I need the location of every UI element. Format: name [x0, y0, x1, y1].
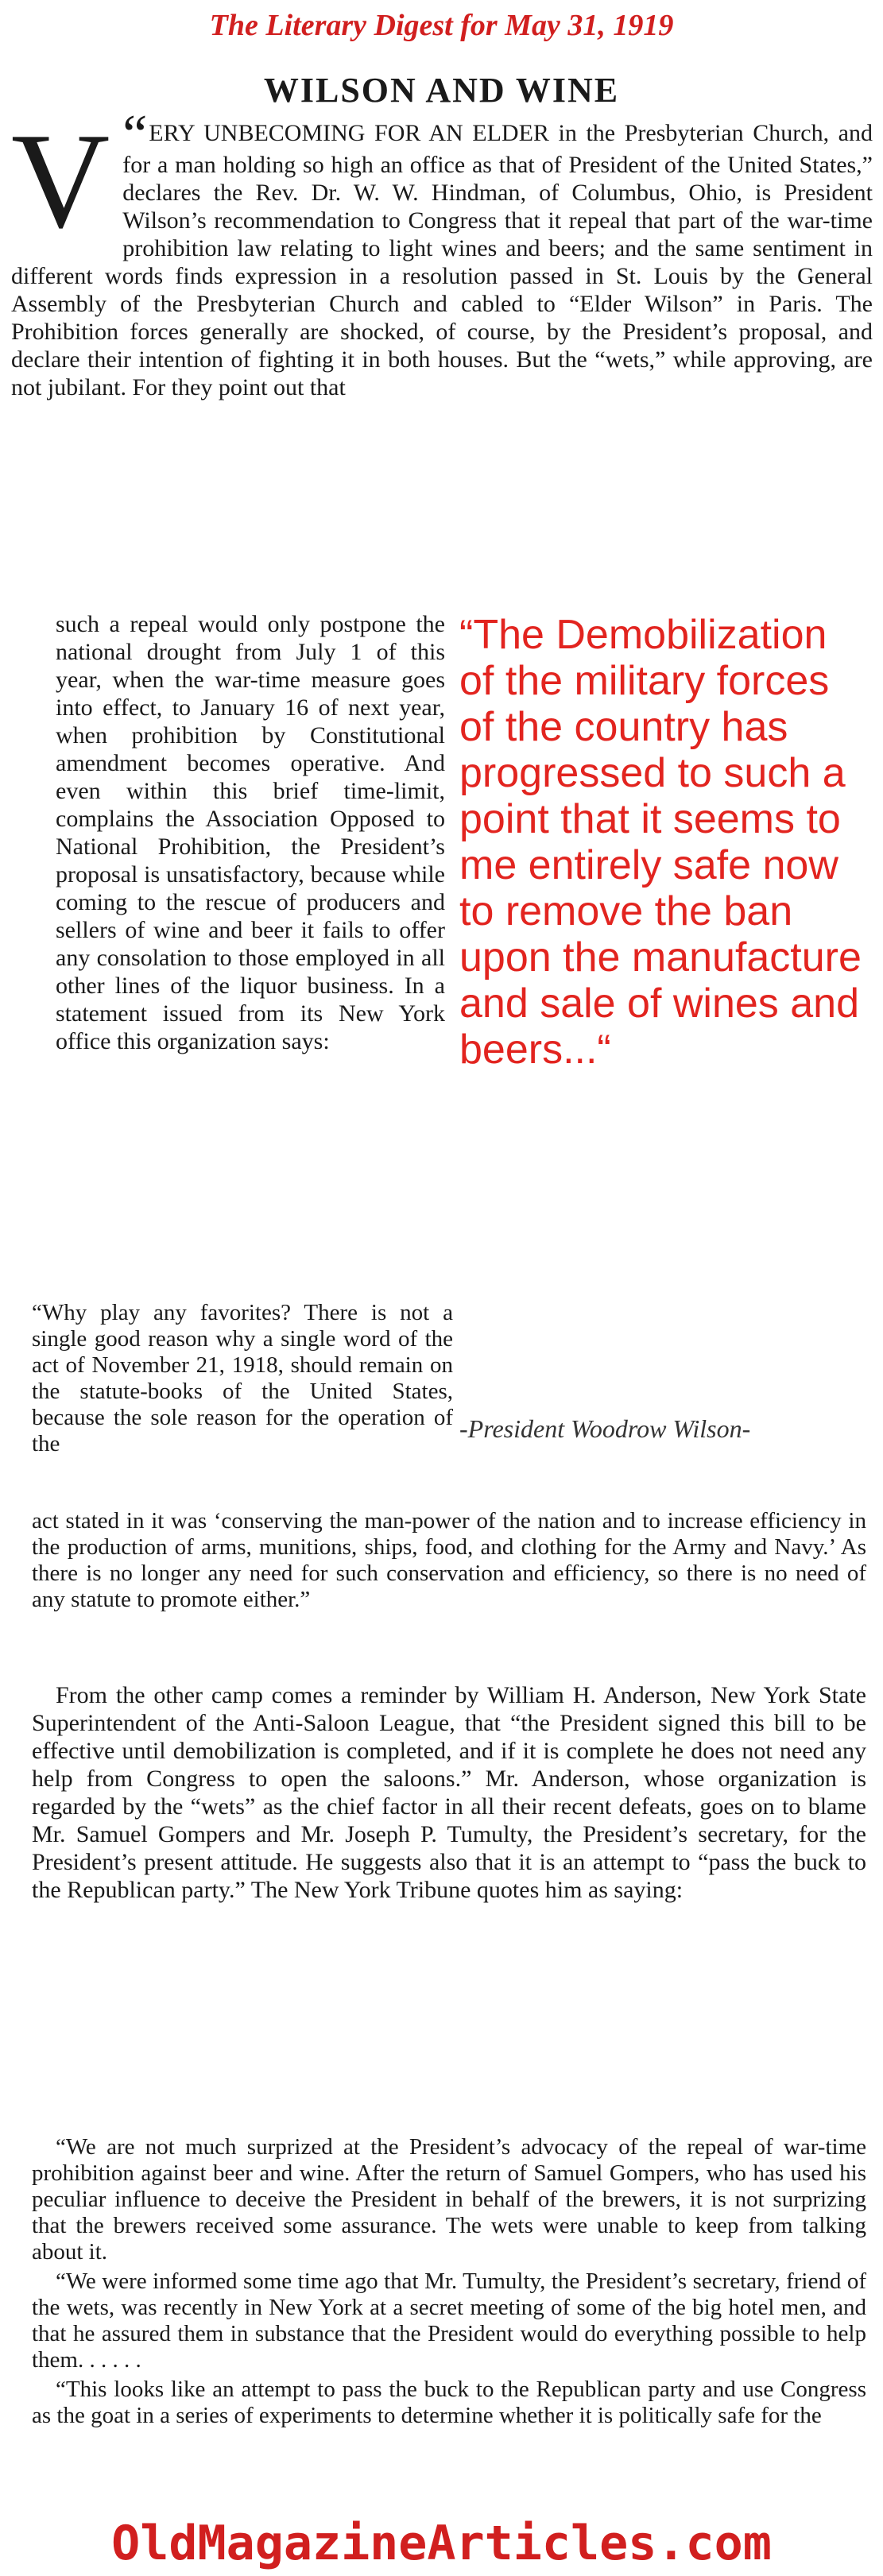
paragraph-anderson: From the other camp comes a reminder by William H. Anderson, New York State Superintendent of the Anti-Saloon League, that “the President signed this bill to be effective until demobilization is completed, and if it is complete he does not need any help from Congress to open the saloons.” Mr. Anderson, whose organization is regarded by the “wets” as the chief factor in all their recent defeats, goes on to blame Mr. Samuel Gompers and Mr. Joseph P. Tumulty, the President’s secretary, for the President’s present attitude. He suggests also that it is an attempt to “pass the buck to the Republican party.” The New York Tribune quotes him as saying: — [32, 1682, 866, 1903]
drop-cap: V — [11, 106, 110, 257]
intro-paragraph — [11, 104, 873, 401]
tribune-quote — [32, 2134, 866, 2432]
site-watermark: OldMagazineArticles.com — [111, 2516, 772, 2571]
intro-text: ERY UNBECOMING FOR AN ELDER in the Presbyterian Church, and for a man holding so high an office as that of President of the United States,” declares the Rev. Dr. W. W. Hindman, of Columbus, Ohio, is President Wilson’s recommendation to Congress that it repeal that part of the war-time prohibition law relating to light wines and beers; and the same sentiment in different words finds expression in a resolution passed in St. Louis by the General Assembly of the Presbyterian Church and cabled to “Elder Wilson” in Paris. The Prohibition forces generally are shocked, of course, by the President’s proposal, and declare their intention of fighting it in both houses. But the “wets,” while approving, are not jubilant. For they point out that — [11, 120, 873, 400]
tribune-quote-paragraph: “We were informed some time ago that Mr. Tumulty, the President’s secretary, friend of the wets, was recently in New York at a secret meeting of some of the big hotel men, and that he assured them in substance that the President would do everything possible to help them. . . . . . — [32, 2269, 866, 2373]
intro-open-quote: “ — [122, 104, 148, 165]
pull-quote: “The Demobilization of the military forces of the country has progressed to such a point that it seems to me entirely safe now to remove the ban upon the manufacture and sale of wines and beers...“ — [459, 612, 862, 1073]
magazine-header: The Literary Digest for May 31, 1919 — [209, 9, 674, 42]
left-column-text: such a repeal would only postpone the national drought from July 1 of this year, when the war-time measure goes into effect, to January 16 of next year, when prohibition by Constitutional amendment becomes operative. And even within this brief time-limit, complains the Association Opposed to National Prohibition, the President’s proposal is unsatisfactory, because while coming to the rescue of producers and sellers of wine and beer it fails to offer any consolation to those employed in all other lines of the liquor business. In a statement issued from its New York office this organization says: — [56, 611, 445, 1054]
left-column — [56, 610, 445, 1055]
tribune-quote-paragraph: “This looks like an attempt to pass the buck to the Republican party and use Congress as the goat in a series of experiments to determine whether it is politically safe for the — [32, 2377, 866, 2428]
block-quote-wide: act stated in it was ‘conserving the man-power of the nation and to increase efficiency in the production of arms, munitions, ships, food, and clothing for the Army and Navy.’ As there is no longer any need for such conservation and efficiency, so there is no need of any statute to promote either.” — [32, 1508, 866, 1612]
block-quote-narrow: “Why play any favorites? There is not a single good reason why a single word of the act of November 21, 1918, should remain on the statute-books of the United States, because the sole reason for the operation of the — [32, 1300, 453, 1456]
pull-quote-attribution: -President Woodrow Wilson- — [459, 1414, 751, 1443]
article-title: WILSON AND WINE — [263, 71, 620, 110]
tribune-quote-paragraph: “We are not much surprized at the President’s advocacy of the repeal of war-time prohibition against beer and wine. After the return of Samuel Gompers, who has used his peculiar influence to deceive the President in behalf of the brewers, it is not surprizing that the brewers received some assurance. The wets were unable to keep from talking about it. — [32, 2134, 866, 2265]
